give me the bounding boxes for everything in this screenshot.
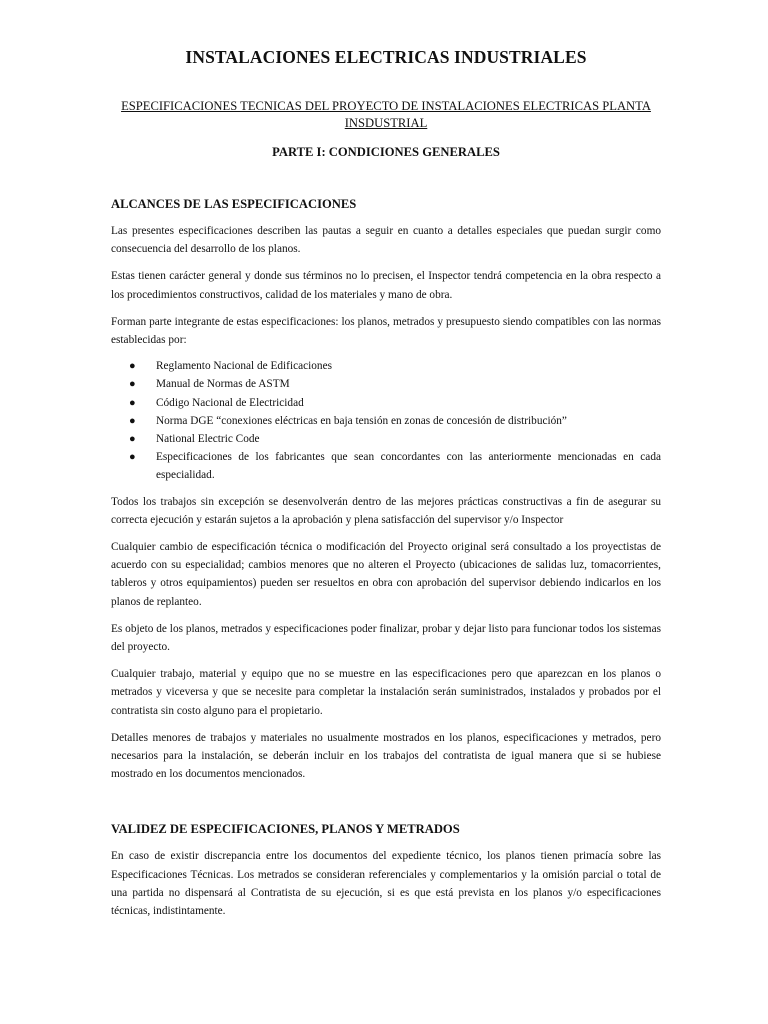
bullet-icon: ● (129, 378, 136, 391)
section-alcances (111, 196, 661, 783)
list-item (111, 394, 661, 412)
list-item-text: Código Nacional de Electricidad (156, 396, 304, 409)
paragraph: En caso de existir discrepancia entre los documentos del expediente técnico, los planos tienen primacía sobre las Especificaciones Técnicas. Los metrados se consideran referenciales y complementarios y la omisión parcial o total de una partida no dispensará al Contratista de su ejecución, si es que está prevista en los planos y/o especificaciones técnicas, indistintamente. (111, 850, 661, 918)
list-item-text: Norma DGE “conexiones eléctricas en baja tensión en zonas de concesión de distribución” (156, 414, 567, 427)
section-heading: ALCANCES DE LAS ESPECIFICACIONES (111, 197, 357, 211)
paragraph: Es objeto de los planos, metrados y especificaciones poder finalizar, probar y dejar listo para funcionar todos los sistemas del proyecto. (111, 622, 661, 654)
paragraph: Detalles menores de trabajos y materiales no usualmente mostrados en los planos, especificaciones y metrados, pero necesarios para la instalación, se deberán incluir en los trabajos del contratista de igual manera que si se hubiese mostrado en los documentos mencionados. (111, 731, 661, 781)
list-item (111, 448, 661, 484)
section-heading: VALIDEZ DE ESPECIFICACIONES, PLANOS Y METRADOS (111, 822, 460, 837)
standards-list (111, 357, 661, 484)
list-item (111, 357, 661, 375)
list-item-text: National Electric Code (156, 433, 260, 446)
section-validez (111, 821, 661, 920)
paragraph: Forman parte integrante de estas especificaciones: los planos, metrados y presupuesto siendo compatibles con las normas establecidas por: (111, 315, 661, 347)
bullet-icon: ● (129, 360, 136, 373)
bullet-icon: ● (129, 414, 136, 427)
list-item (111, 430, 661, 448)
paragraph: Cualquier cambio de especificación técnica o modificación del Proyecto original será consultado a los proyectistas de acuerdo con su especialidad; cambios menores que no alteren el Proyecto (ubicaciones de salidas luz, tomacorrientes, tableros y otros equipamientos) pueden ser resueltos en obra con aprobación del supervisor debiendo indicarlos en los planos de replanteo. (111, 541, 661, 608)
paragraph: Estas tienen carácter general y donde sus términos no lo precisen, el Inspector tendrá competencia en la obra respecto a los procedimientos constructivos, calidad de los materiales y mano de obra. (111, 270, 661, 301)
paragraph: Las presentes especificaciones describen las pautas a seguir en cuanto a detalles especiales que puedan surgir como consecuencia del desarrollo de los planos. (111, 225, 661, 256)
paragraph: Cualquier trabajo, material y equipo que no se muestre en las especificaciones pero que aparezcan en los planos o metrados y viceversa y que se necesite para completar la instalación serán suministrados, instalados y probados por el contratista sin costo alguno para el propietario. (111, 668, 661, 717)
bullet-icon: ● (129, 396, 136, 409)
list-item-text: Reglamento Nacional de Edificaciones (156, 360, 332, 373)
list-item-text: Especificaciones de los fabricantes que sean concordantes con las anteriormente mencionadas en cada especialidad. (156, 451, 661, 482)
paragraph: Todos los trabajos sin excepción se desenvolverán dentro de las mejores prácticas constructivas a fin de asegurar su correcta ejecución y estarán sujetos a la aprobación y plena satisfacción del supervisor y/o Inspector (111, 495, 661, 526)
part-title: PARTE I: CONDICIONES GENERALES (272, 145, 500, 159)
document-title: INSTALACIONES ELECTRICAS INDUSTRIALES (185, 47, 587, 67)
document-subtitle: ESPECIFICACIONES TECNICAS DEL PROYECTO DE INSTALACIONES ELECTRICAS PLANTA INSDUSTRIAL (121, 99, 651, 130)
bullet-icon: ● (129, 433, 136, 446)
bullet-icon: ● (129, 451, 136, 464)
list-item-text: Manual de Normas de ASTM (156, 378, 290, 391)
list-item (111, 375, 661, 393)
list-item (111, 412, 661, 430)
